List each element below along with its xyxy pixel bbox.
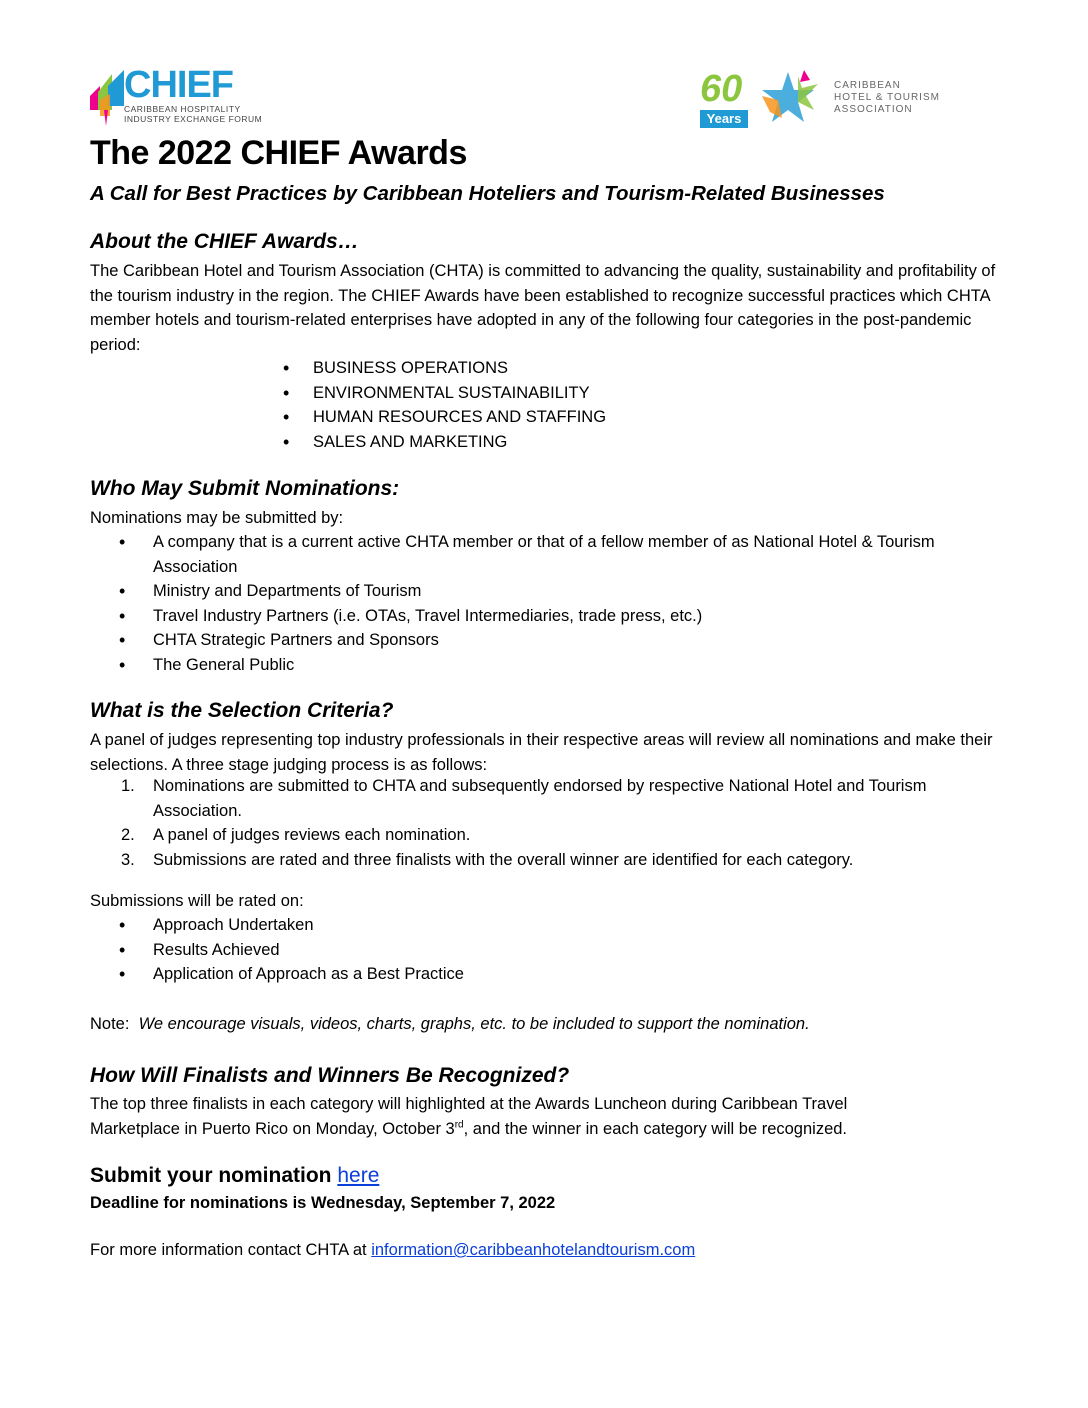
recognition-text: The top three finalists in each category will highlighted at the Awards Luncheon during Caribbean Travel Marketplace in Puerto Rico on Monday, October 3 [90, 1095, 848, 1138]
step-text: Nominations are submitted to CHTA and subsequently endorsed by respective National Hotel and Tourism Association. [153, 777, 927, 820]
chta-org-line1: CARIBBEAN [834, 80, 901, 91]
page-title: The 2022 CHIEF Awards [90, 134, 467, 172]
category-item: • SALES AND MARKETING [313, 430, 606, 455]
category-item: • HUMAN RESOURCES AND STAFFING [313, 405, 606, 430]
nominator-item: • Ministry and Departments of Tourism [153, 579, 953, 604]
rating-list [153, 913, 1013, 987]
deadline: Deadline for nominations is Wednesday, September 7, 2022 [90, 1194, 556, 1212]
nominator-item: • Travel Industry Partners (i.e. OTAs, Travel Intermediaries, trade press, etc.) [153, 604, 953, 629]
nominator-item: • The General Public [153, 653, 953, 678]
contact-label: For more information contact CHTA at [90, 1241, 367, 1259]
step-text: Submissions are rated and three finalists with the overall winner are identified for each category. [153, 850, 854, 869]
recognition-body [90, 1092, 940, 1141]
chief-tagline-line2: INDUSTRY EXCHANGE FORUM [124, 114, 263, 124]
rating-item: • Approach Undertaken [153, 913, 1013, 938]
judging-steps [121, 774, 1013, 872]
recognition-heading: How Will Finalists and Winners Be Recognized? [90, 1064, 570, 1087]
chief-logo-tagline [124, 104, 262, 124]
sixty-years-label: Years [700, 110, 748, 128]
chta-logo [696, 66, 940, 132]
rating-item: • Results Achieved [153, 938, 1013, 963]
step-number: 1. [121, 777, 135, 795]
step-number: 2. [121, 826, 135, 844]
judging-step [121, 848, 1013, 873]
category-item: • BUSINESS OPERATIONS [313, 356, 606, 381]
category-item: • ENVIRONMENTAL SUSTAINABILITY [313, 381, 606, 406]
star-icon [752, 68, 824, 128]
chief-logo [86, 64, 263, 136]
nomination-link[interactable]: here [337, 1164, 380, 1187]
note-label: Note: [90, 1015, 130, 1033]
criteria-intro: A panel of judges representing top industry professionals in their respective areas will review all nominations and make their selections. A three stage judging process is as follows: [90, 731, 993, 774]
chief-logo-wordmark: CHIEF [124, 64, 233, 106]
judging-step [121, 774, 1013, 823]
chta-org-line3: ASSOCIATION [834, 104, 913, 115]
sixty-years-number: 60 [700, 68, 743, 110]
page-subtitle: A Call for Best Practices by Caribbean Hoteliers and Tourism-Related Businesses [90, 182, 885, 205]
note [90, 1012, 1010, 1037]
who-heading: Who May Submit Nominations: [90, 477, 400, 500]
step-number: 3. [121, 850, 135, 869]
note-text: We encourage visuals, videos, charts, graphs, etc. to be included to support the nomination. [138, 1015, 810, 1033]
rated-intro: Submissions will be rated on: [90, 892, 304, 910]
chief-tagline-line1: CARIBBEAN HOSPITALITY [124, 104, 241, 114]
rating-item: • Application of Approach as a Best Practice [153, 962, 1013, 987]
chta-org-line2: HOTEL & TOURISM [834, 92, 940, 103]
about-body: The Caribbean Hotel and Tourism Association (CHTA) is committed to advancing the quality, sustainability and profitability of the tourism industry in the region. The CHIEF Awards have been established to recognize successful practices which CHTA member hotels and tourism-related enterprises have adopted in any of the following four categories in the post-pandemic period: [90, 262, 996, 354]
contact-line [90, 1241, 695, 1260]
submit-line [90, 1164, 379, 1188]
sixty-years-badge [700, 70, 748, 128]
category-list [313, 356, 606, 454]
ordinal-suffix: rd [454, 1119, 464, 1130]
chta-org-name [834, 80, 940, 116]
nominator-list [153, 530, 953, 677]
nominator-item: • CHTA Strategic Partners and Sponsors [153, 628, 953, 653]
judging-step [121, 823, 1013, 848]
about-heading: About the CHIEF Awards… [90, 230, 359, 253]
who-intro: Nominations may be submitted by: [90, 509, 344, 527]
step-text: A panel of judges reviews each nomination. [153, 826, 471, 844]
submit-label: Submit your nomination [90, 1164, 332, 1187]
recognition-text-end: , and the winner in each category will be recognized. [463, 1119, 848, 1138]
contact-email-link[interactable]: information@caribbeanhotelandtourism.com [371, 1241, 696, 1259]
criteria-heading: What is the Selection Criteria? [90, 699, 394, 722]
nominator-item: • A company that is a current active CHTA member or that of a fellow member of as National Hotel & Tourism Association [153, 530, 953, 579]
